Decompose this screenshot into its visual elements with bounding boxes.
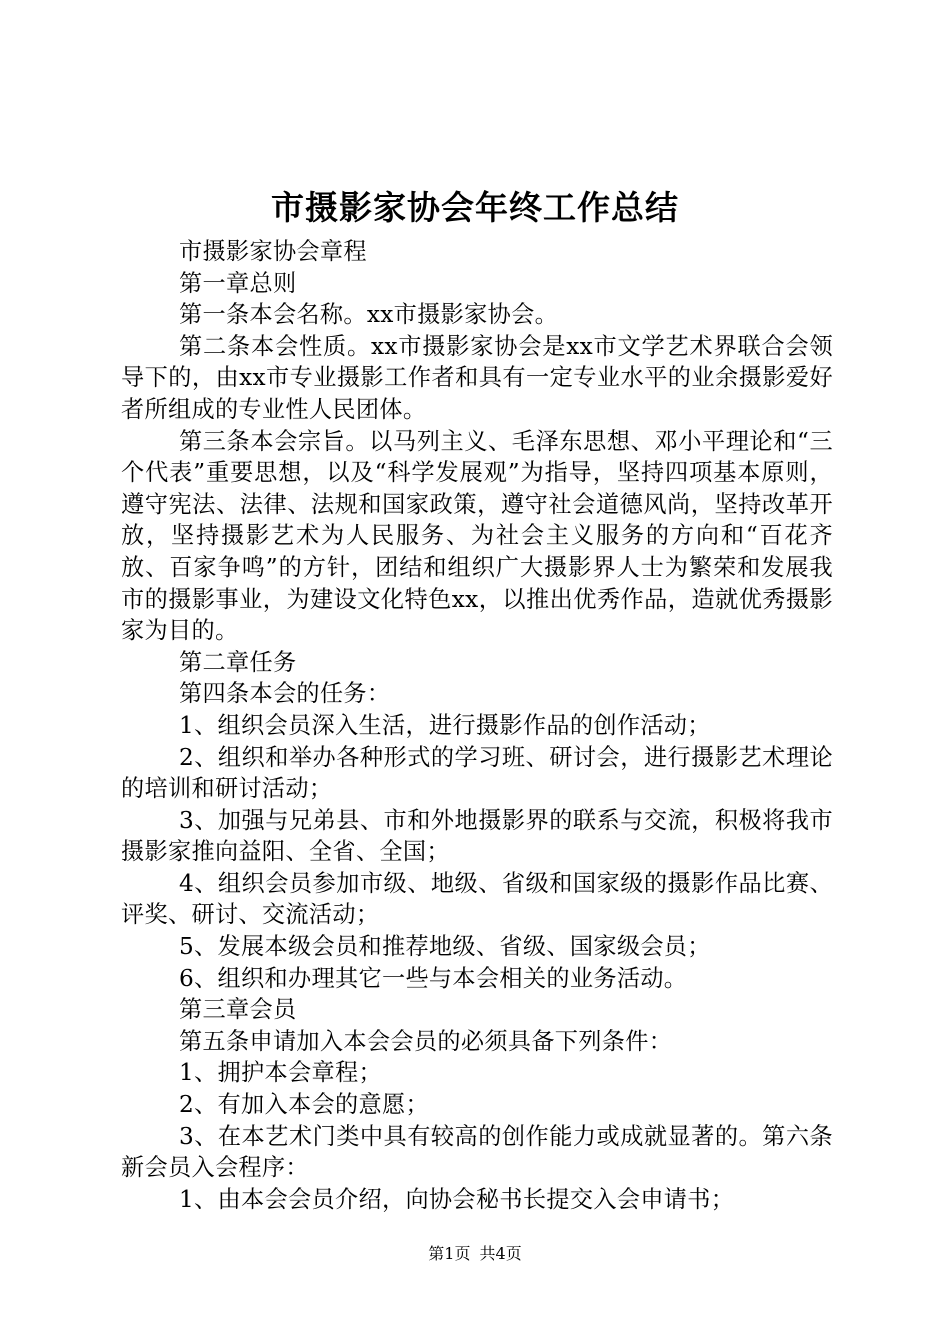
page-total: 共4页	[479, 1244, 522, 1263]
list-item: 2、组织和举办各种形式的学习班、研讨会，进行摄影艺术理论的培训和研讨活动；	[121, 743, 833, 803]
paragraph: 市摄影家协会章程	[179, 238, 367, 265]
page-footer	[0, 1242, 950, 1266]
list-item: 4、组织会员参加市级、地级、省级和国家级的摄影作品比赛、评奖、研讨、交流活动；	[121, 869, 833, 929]
paragraph: 第三条本会宗旨。以马列主义、毛泽东思想、邓小平理论和“三个代表”重要思想，以及“科学发展观”为指导，坚持四项基本原则，遵守宪法、法律、法规和国家政策，遵守社会道德风尚，坚持改革开放，坚持摄影艺术为人民服务、为社会主义服务的方向和“百花齐放、百家争鸣”的方针，团结和组织广大摄影界人士为繁荣和发展我市的摄影事业，为建设文化特色xx，以推出优秀作品，造就优秀摄影家为目的。	[121, 427, 833, 645]
chapter-heading: 第三章会员	[179, 996, 297, 1024]
document-title: 市摄影家协会年终工作总结	[271, 188, 679, 227]
paragraph: 第四条本会的任务：	[179, 680, 391, 708]
list-item: 6、组织和办理其它一些与本会相关的业务活动。	[179, 964, 688, 992]
chapter-heading: 第一章总则	[179, 269, 297, 297]
paragraph: 第一条本会名称。xx市摄影家协会。	[179, 301, 559, 329]
list-item: 1、组织会员深入生活，进行摄影作品的创作活动；	[179, 711, 711, 739]
page-number: 第1页	[428, 1244, 471, 1263]
list-item: 1、拥护本会章程；	[179, 1059, 382, 1087]
document-body	[121, 236, 833, 1215]
paragraph: 第五条申请加入本会会员的必须具备下列条件：	[179, 1027, 673, 1055]
list-item: 1、由本会会员介绍，向协会秘书长提交入会申请书；	[179, 1185, 735, 1213]
list-item: 3、在本艺术门类中具有较高的创作能力或成就显著的。第六条新会员入会程序：	[121, 1122, 833, 1182]
list-item: 5、发展本级会员和推荐地级、省级、国家级会员；	[179, 933, 711, 961]
paragraph: 第二条本会性质。xx市摄影家协会是xx市文学艺术界联合会领导下的，由xx市专业摄影工作者和具有一定专业水平的业余摄影爱好者所组成的专业性人民团体。	[121, 332, 833, 423]
list-item: 3、加强与兄弟县、市和外地摄影界的联系与交流，积极将我市摄影家推向益阳、全省、全国；	[121, 806, 833, 866]
list-item: 2、有加入本会的意愿；	[179, 1091, 429, 1119]
chapter-heading: 第二章任务	[179, 648, 297, 676]
